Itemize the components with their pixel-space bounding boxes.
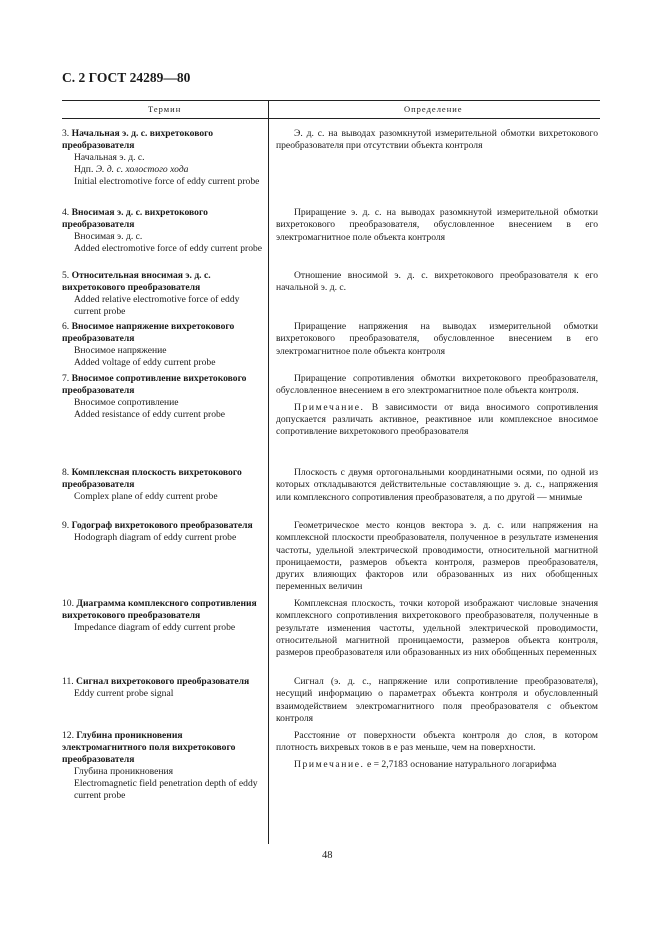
ndp-prefix: Ндп. <box>74 164 94 176</box>
term-12 <box>62 730 264 803</box>
column-header-definition: Определение <box>404 104 463 114</box>
term-title: Вносимое сопротивление вихретокового преобразователя <box>62 373 247 397</box>
definition-7 <box>276 373 598 438</box>
term-english: Added resistance of eddy current probe <box>74 409 226 421</box>
table-top-rule <box>62 100 600 101</box>
term-6 <box>62 321 264 369</box>
term-number: 10. <box>62 598 74 609</box>
definition-text: Приращение сопротивления обмотки вихретокового преобразователя, обусловленное внесением в его электромагнитное поле объекта контроля. <box>276 373 598 397</box>
term-english: Electromagnetic field penetration depth of eddy current probe <box>74 778 258 802</box>
definition-note <box>276 402 598 439</box>
term-english: Hodograph diagram of eddy current probe <box>74 532 237 544</box>
definition-text: Расстояние от поверхности объекта контроля до слоя, в котором плотность вихревых токов в e раз меньше, чем на поверхности. <box>276 730 598 754</box>
term-number: 8. <box>62 467 70 478</box>
definition-4 <box>276 207 598 244</box>
page-number: 48 <box>322 850 333 861</box>
term-title: Начальная э. д. с. вихретокового преобразователя <box>62 128 214 152</box>
definition-text: Э. д. с. на выводах разомкнутой измерительной обмотки вихретокового преобразователя при отсутствии объекта контроля <box>276 128 598 152</box>
term-deprecated <box>62 164 264 176</box>
definition-11 <box>276 676 598 725</box>
definition-text: Приращение напряжения на выводах измерительной обмотки вихретокового преобразователя, обусловленное внесением в его электромагнитное поле объекта контроля <box>276 321 598 357</box>
term-english: Complex plane of eddy current probe <box>74 491 218 503</box>
definition-6 <box>276 321 598 358</box>
definition-text: Сигнал (э. д. с., напряжение или сопротивление преобразователя), несущий информацию о параметрах объекта контроля и обусловленный взаимодействием электромагнитного поля преобразователя с объектом контроля <box>276 676 598 724</box>
term-title: Комплексная плоскость вихретокового преобразователя <box>62 467 242 491</box>
term-4 <box>62 207 264 255</box>
term-title: Годограф вихретокового преобразователя <box>71 520 253 531</box>
term-synonym: Вносимое сопротивление <box>74 397 179 409</box>
term-number: 3. <box>62 128 70 139</box>
term-synonym: Вносимое напряжение <box>74 345 167 357</box>
definition-text: Приращение э. д. с. на выводах разомкнутой измерительной обмотки вихретокового преобразователя, обусловленное внесением в его электромагнитное поле объекта контроля <box>276 207 598 243</box>
definition-9 <box>276 520 598 594</box>
term-english: Eddy current probe signal <box>74 688 174 700</box>
term-10 <box>62 598 264 634</box>
term-english: Impedance diagram of eddy current probe <box>74 622 236 634</box>
definition-text: Отношение вносимой э. д. с. вихретокового преобразователя к его начальной э. д. с. <box>276 270 598 294</box>
term-title: Диаграмма комплексного сопротивления вихретокового преобразователя <box>62 598 257 622</box>
term-8 <box>62 467 264 503</box>
term-synonym: Вносимая э. д. с. <box>74 231 143 243</box>
column-separator <box>268 100 269 844</box>
term-english: Added voltage of eddy current probe <box>74 357 216 369</box>
note-label: Примечание. <box>294 758 365 770</box>
term-number: 7. <box>62 373 70 384</box>
term-number: 11. <box>62 676 74 687</box>
note-label: Примечание. <box>294 401 365 413</box>
term-title: Вносимая э. д. с. вихретокового преобразователя <box>62 207 208 231</box>
term-9 <box>62 520 264 544</box>
term-number: 12. <box>62 730 74 741</box>
term-english: Initial electromotive force of eddy current probe <box>74 176 260 188</box>
definition-5 <box>276 270 598 295</box>
definition-text: Комплексная плоскость, точки которой изображают числовые значения комплексного сопротивления вихретокового преобразователя, полученные в результате изменения частоты, удельной электрической проводимости, относительной магнитной проницаемости, размеров объекта контроля, размеров преобразователя или образованных из них обобщенных переменных <box>276 598 598 659</box>
term-number: 4. <box>62 207 70 218</box>
term-number: 6. <box>62 321 70 332</box>
term-english: Added relative electromotive force of eddy current probe <box>74 294 240 318</box>
definition-8 <box>276 467 598 504</box>
term-title: Относительная вносимая э. д. с. вихретокового преобразователя <box>62 270 211 294</box>
term-synonym: Начальная э. д. с. <box>74 152 145 164</box>
term-number: 5. <box>62 270 70 281</box>
term-english: Added electromotive force of eddy current probe <box>74 243 263 255</box>
term-synonym: Глубина проникновения <box>74 766 174 778</box>
table-header-rule <box>62 118 600 119</box>
page-header: С. 2 ГОСТ 24289—80 <box>62 70 191 85</box>
term-number: 9. <box>62 520 70 531</box>
ndp-term: Э. д. с. холостого хода <box>95 164 189 176</box>
column-header-term: Термин <box>148 104 182 114</box>
note-text: В зависимости от вида вносимого сопротивления допускается различать активное, реактивное или комплексное вносимое сопротивление вихретокового преобразователя <box>276 401 598 438</box>
definition-note <box>276 759 598 771</box>
definition-10 <box>276 598 598 659</box>
term-11 <box>62 676 264 700</box>
definition-text: Геометрическое место концов вектора э. д. с. или напряжения на комплексной плоскости преобразователя, полученное в результате изменения частоты, удельной электрической проводимости, относительной магнитной проницаемости, размеров объекта контроля, размеров преобразователя, других влияющих факторов или образованных из них обобщенных переменных величин <box>276 520 598 593</box>
term-title: Сигнал вихретокового преобразователя <box>76 676 250 687</box>
definition-12 <box>276 730 598 771</box>
term-title: Глубина проникновения электромагнитного поля вихретокового преобразователя <box>62 730 236 766</box>
term-5 <box>62 270 264 318</box>
term-7 <box>62 373 264 421</box>
definition-3 <box>276 128 598 153</box>
term-title: Вносимое напряжение вихретокового преобразователя <box>62 321 235 345</box>
note-text: e = 2,7183 основание натурального логарифма <box>366 758 557 770</box>
definition-text: Плоскость с двумя ортогональными координатными осями, по одной из которых откладываются действительные составляющие э. д. с., напряжения или комплексного сопротивления преобразователя, а по другой — мнимые <box>276 467 598 503</box>
term-3 <box>62 128 264 188</box>
